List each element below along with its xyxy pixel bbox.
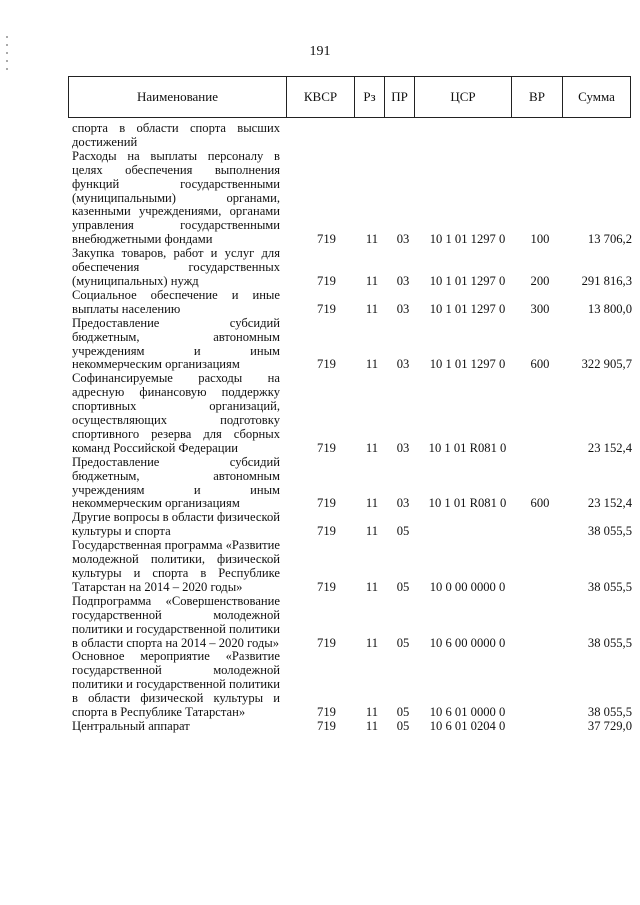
header-kvsr: КВСР (287, 77, 355, 117)
cell-kvsr: 719 (317, 579, 336, 594)
cell-csr: 10 1 01 1297 0 (429, 301, 506, 316)
header-rz: Рз (355, 77, 385, 117)
cell-csr: 10 1 01 R081 0 (428, 496, 507, 511)
header-vr: ВР (512, 77, 563, 117)
cell-pr: 03 (396, 440, 410, 455)
table-row (72, 372, 632, 455)
cell-pr: 05 (396, 705, 410, 720)
table-row (72, 539, 632, 595)
cell-sum: 291 816,3 (581, 273, 632, 288)
cell-kvsr: 719 (317, 524, 336, 539)
cell-csr: 10 1 01 1297 0 (429, 232, 506, 247)
header-pr: ПР (385, 77, 415, 117)
cell-name: Другие вопросы в области физической культуры и спорта (72, 510, 280, 539)
cell-vr: 600 (530, 496, 550, 511)
cell-sum: 13 706,2 (587, 232, 632, 247)
cell-pr: 03 (396, 496, 410, 511)
cell-rz: 11 (365, 524, 379, 539)
cell-vr: 200 (530, 273, 550, 288)
cell-csr: 10 1 01 1297 0 (429, 357, 506, 372)
cell-vr: 100 (530, 232, 550, 247)
cell-csr: 10 6 01 0000 0 (429, 705, 506, 720)
cell-sum: 13 800,0 (587, 301, 632, 316)
cell-sum: 38 055,5 (587, 579, 632, 594)
header-name: Наименование (69, 77, 287, 117)
cell-name: спорта в области спорта высших достижений (72, 121, 280, 149)
cell-sum: 23 152,4 (587, 496, 632, 511)
cell-kvsr: 719 (317, 705, 336, 720)
cell-rz: 11 (365, 301, 379, 316)
table-row (72, 289, 632, 317)
table-body (72, 122, 632, 734)
table-row (72, 150, 632, 247)
cell-csr: 10 0 00 0000 0 (429, 579, 506, 594)
cell-pr: 05 (396, 718, 410, 733)
table-row (72, 122, 632, 150)
cell-pr: 03 (396, 273, 410, 288)
cell-name: Софинансируемые расходы на адресную финансовую поддержку спортивных организаций, осуществляющих подготовку спортивного резерва для сборных команд Российской Федерации (72, 371, 280, 455)
cell-rz: 11 (365, 718, 379, 733)
cell-rz: 11 (365, 579, 379, 594)
cell-csr: 10 1 01 1297 0 (429, 273, 506, 288)
cell-rz: 11 (365, 496, 379, 511)
cell-sum: 38 055,5 (587, 635, 632, 650)
table-row (72, 511, 632, 539)
cell-sum: 37 729,0 (587, 718, 632, 733)
binding-marks (6, 30, 16, 90)
table-row (72, 456, 632, 512)
cell-kvsr: 719 (317, 496, 336, 511)
cell-name: Предоставление субсидий бюджетным, автономным учреждениям и иным некоммерческим организациям (72, 454, 280, 511)
cell-kvsr: 719 (317, 357, 336, 372)
cell-rz: 11 (365, 705, 379, 720)
cell-name: Центральный аппарат (72, 718, 190, 733)
cell-name: Предоставление субсидий бюджетным, автономным учреждениям и иным некоммерческим организациям (72, 315, 280, 372)
cell-sum: 38 055,5 (587, 524, 632, 539)
cell-rz: 11 (365, 357, 379, 372)
cell-rz: 11 (365, 232, 379, 247)
cell-sum: 322 905,7 (581, 357, 632, 372)
cell-name: Основное мероприятие «Развитие государственной молодежной политики и государственной политики в области физической культуры и спорта в Республике Татарстан» (72, 649, 280, 720)
table-row (72, 720, 632, 734)
table-row (72, 650, 632, 720)
header-sum: Сумма (578, 89, 615, 104)
cell-vr: 300 (530, 301, 550, 316)
cell-pr: 05 (396, 579, 410, 594)
cell-pr: 03 (396, 232, 410, 247)
cell-sum: 38 055,5 (587, 705, 632, 720)
cell-kvsr: 719 (317, 718, 336, 733)
cell-sum: 23 152,4 (587, 440, 632, 455)
cell-pr: 05 (396, 635, 410, 650)
cell-kvsr: 719 (317, 273, 336, 288)
cell-csr: 10 1 01 R081 0 (428, 440, 507, 455)
cell-vr: 600 (530, 357, 550, 372)
cell-name: Государственная программа «Развитие молодежной политики, физической культуры и спорта в Республике Татарстан на 2014 – 2020 годы» (72, 538, 280, 594)
table-row (72, 595, 632, 651)
cell-rz: 11 (365, 440, 379, 455)
cell-rz: 11 (365, 273, 379, 288)
cell-name: Подпрограмма «Совершенствование государственной молодежной политики и государственной политики в области спорта на 2014 – 2020 годы» (72, 593, 280, 650)
table-row (72, 317, 632, 373)
cell-rz: 11 (365, 635, 379, 650)
cell-kvsr: 719 (317, 440, 336, 455)
cell-kvsr: 719 (317, 232, 336, 247)
cell-kvsr: 719 (317, 301, 336, 316)
cell-name: Расходы на выплаты персоналу в целях обеспечения выполнения функций государственными (муниципальными) органами, казенными учреждениями, органами управления государственными внебюджетными фондами (72, 148, 280, 247)
header-csr: ЦСР (415, 77, 512, 117)
page-number: 191 (309, 44, 331, 59)
table-header (68, 76, 631, 118)
table-row (72, 247, 632, 289)
cell-pr: 05 (396, 524, 410, 539)
cell-kvsr: 719 (317, 635, 336, 650)
cell-name: Социальное обеспечение и иные выплаты населению (72, 287, 280, 316)
cell-csr: 10 6 00 0000 0 (429, 635, 506, 650)
cell-pr: 03 (396, 357, 410, 372)
cell-csr: 10 6 01 0204 0 (429, 718, 506, 733)
cell-name: Закупка товаров, работ и услуг для обеспечения государственных (муниципальных) нужд (72, 246, 280, 288)
cell-pr: 03 (396, 301, 410, 316)
